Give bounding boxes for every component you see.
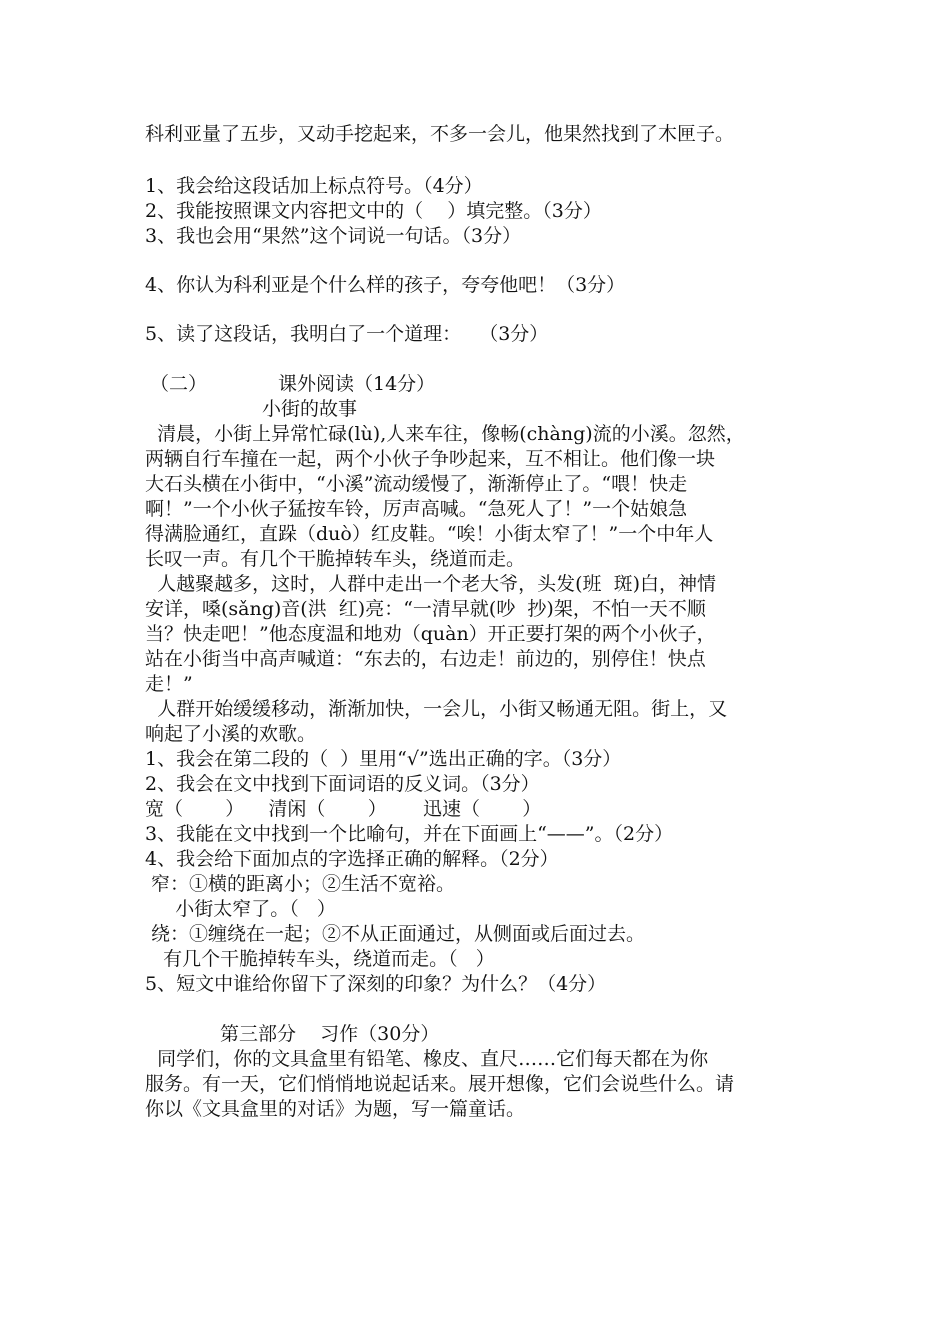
story-line: 两辆自行车撞在一起，两个小伙子争吵起来，互不相让。他们像一块 xyxy=(145,448,716,470)
story-line: 人越聚越多，这时，人群中走出一个老大爷，头发(班 斑)白，神情 xyxy=(145,573,716,595)
story-line: 大石头横在小街中，“小溪”流动缓慢了，渐渐停止了。“喂！快走 xyxy=(145,473,688,495)
reading2-question-4: 4、我会给下面加点的字选择正确的解释。（2分） xyxy=(145,848,559,870)
reading1-question-1: 1、我会给这段话加上标点符号。（4分） xyxy=(145,175,483,197)
story-line: 得满脸通红，直跺（duò）红皮鞋。“唉！小街太窄了！”一个中年人 xyxy=(145,523,714,545)
story-title: 小街的故事 xyxy=(262,398,358,420)
antonym-blanks: 宽（ ） 清闲（ ） 迅速（ ） xyxy=(145,798,542,820)
reading2-question-1: 1、我会在第二段的（ ）里用“√”选出正确的字。（3分） xyxy=(145,748,622,770)
part3-heading: 第三部分 习作（30分） xyxy=(220,1023,440,1045)
story-line: 走！” xyxy=(145,673,193,695)
reading1-question-3: 3、我也会用“果然”这个词说一句话。（3分） xyxy=(145,225,522,247)
definition-zhai: 窄：①横的距离小；②生活不宽裕。 xyxy=(145,873,456,895)
reading1-paragraph: 科利亚量了五步，又动手挖起来，不多一会儿，他果然找到了木匣子。 xyxy=(145,123,735,145)
story-line: 长叹一声。有几个干脆掉转车头，绕道而走。 xyxy=(145,548,526,570)
essay-prompt-line: 服务。有一天，它们悄悄地说起话来。展开想像，它们会说些什么。请 xyxy=(145,1073,735,1095)
story-line: 响起了小溪的欢歌。 xyxy=(145,723,317,745)
reading2-question-5: 5、短文中谁给你留下了深刻的印象？为什么？（4分） xyxy=(145,973,607,995)
story-line: 站在小街当中高声喊道：“东去的，右边走！前边的，别停住！快点 xyxy=(145,648,706,670)
story-line: 当？快走吧！”他态度温和地劝（quàn）开正要打架的两个小伙子， xyxy=(145,623,716,645)
reading1-question-5: 5、读了这段话，我明白了一个道理： （3分） xyxy=(145,323,549,345)
section-label: （二） xyxy=(150,373,208,395)
story-line: 人群开始缓缓移动，渐渐加快，一会儿，小街又畅通无阻。街上，又 xyxy=(145,698,728,720)
essay-prompt-line: 你以《文具盒里的对话》为题，写一篇童话。 xyxy=(145,1098,526,1120)
story-line: 啊！”一个小伙子猛按车铃，厉声高喊。“急死人了！”一个姑娘急 xyxy=(145,498,688,520)
sentence-rao: 有几个干脆掉转车头，绕道而走。（ ） xyxy=(145,948,495,970)
definition-rao: 绕：①缠绕在一起；②不从正面通过，从侧面或后面过去。 xyxy=(145,923,646,945)
story-line: 安详，嗓(sǎng)音(洪 红)亮：“一清早就(吵 抄)架，不怕一天不顺 xyxy=(145,598,706,620)
reading1-question-4: 4、你认为科利亚是个什么样的孩子，夸夸他吧！（3分） xyxy=(145,274,626,296)
essay-prompt-line: 同学们，你的文具盒里有铅笔、橡皮、直尺……它们每天都在为你 xyxy=(145,1048,709,1070)
story-line: 清晨，小街上异常忙碌(lù),人来车往，像畅(chàng)流的小溪。忽然， xyxy=(145,423,745,445)
reading2-question-2: 2、我会在文中找到下面词语的反义词。（3分） xyxy=(145,773,540,795)
reading2-question-3: 3、我能在文中找到一个比喻句，并在下面画上“——”。（2分） xyxy=(145,823,674,845)
sentence-zhai: 小街太窄了。（ ） xyxy=(145,898,336,920)
section-title: 课外阅读（14分） xyxy=(278,373,436,395)
reading1-question-2: 2、我能按照课文内容把文中的（ ）填完整。（3分） xyxy=(145,200,602,222)
